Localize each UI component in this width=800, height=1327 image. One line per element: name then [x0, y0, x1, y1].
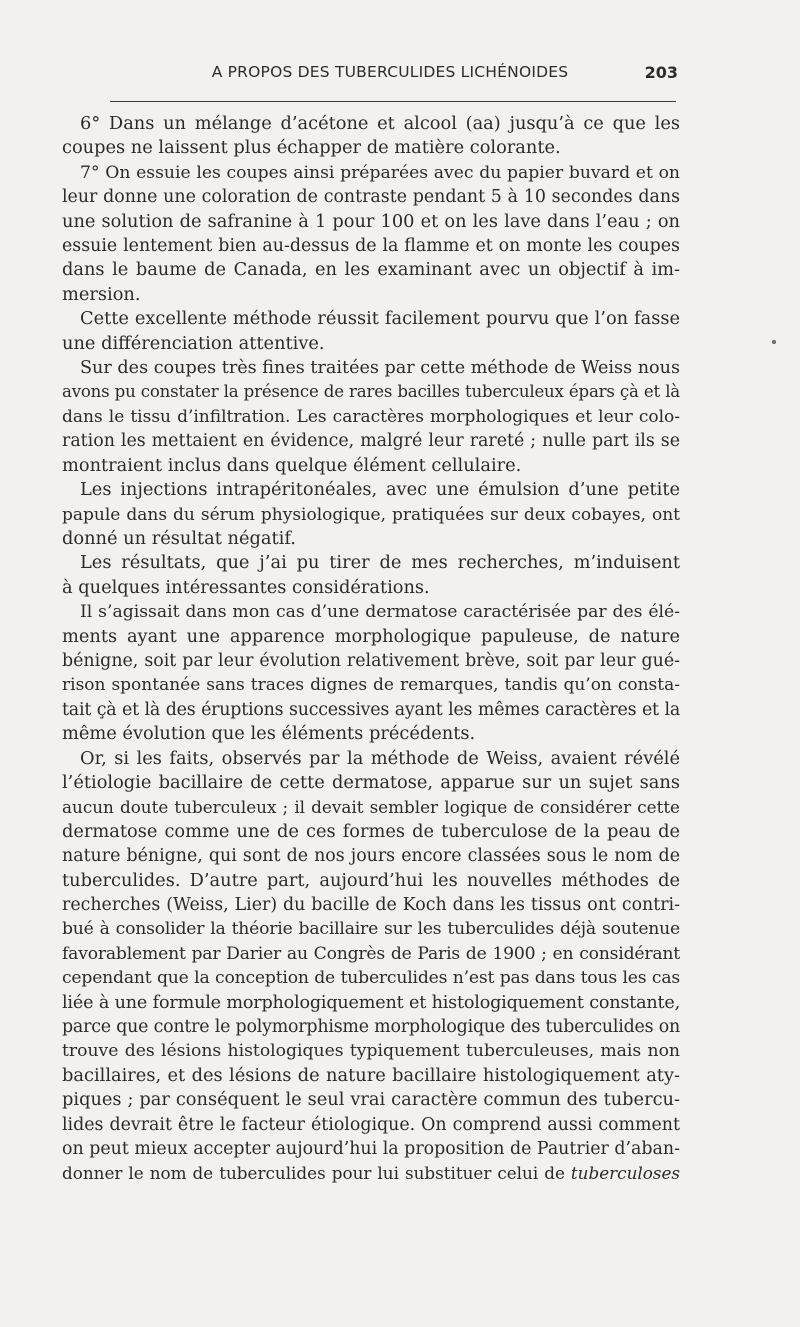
text-line: Sur des coupes très fines traitées par cette méthode de Weiss nous	[80, 358, 680, 379]
italic-term: tuberculoses	[570, 1163, 680, 1184]
text-line: tuberculides. D’autre part, aujourd’hui les nouvelles méthodes de	[62, 869, 680, 891]
text-line: lides devrait être le facteur étiologique. On comprend aussi comment	[62, 1114, 680, 1135]
text-line: Les résultats, que j’ai pu tirer de mes recherches, m’induisent	[80, 552, 680, 574]
paper-speck	[772, 340, 776, 344]
text-line: favorablement par Darier au Congrès de Paris de 1900 ; en considérant	[62, 943, 680, 964]
text-line: ments ayant une apparence morphologique papuleuse, de nature	[62, 625, 680, 647]
text-line: liée à une formule morphologiquement et histologiquement constante,	[62, 992, 680, 1013]
text-line: essuie lentement bien au-dessus de la flamme et on monte les coupes	[62, 236, 680, 257]
text-line: parce que contre le polymorphisme morphologique des tuberculides on	[62, 1017, 680, 1038]
text-line: nature bénigne, qui sont de nos jours encore classées sous le nom de	[62, 846, 680, 867]
text-line: papule dans du sérum physiologique, pratiquées sur deux cobayes, ont	[62, 504, 680, 525]
text-line: Or, si les faits, observés par la méthode de Weiss, avaient révélé	[80, 747, 680, 769]
text-line: une solution de safranine à 1 pour 100 et on les lave dans l’eau ; on	[62, 210, 680, 232]
text-line: dans le tissu d’infiltration. Les caractères morphologiques et leur colo-	[62, 406, 680, 427]
text-line: aucun doute tuberculeux ; il devait sembler logique de considérer cette	[62, 797, 680, 818]
text-line: recherches (Weiss, Lier) du bacille de Koch dans les tissus ont contri-	[62, 895, 680, 915]
header-rule	[110, 101, 676, 102]
text-line: cependant que la conception de tuberculides n’est pas dans tous les cas	[62, 968, 680, 989]
text-line: bué à consolider la théorie bacillaire sur les tuberculides déjà soutenue	[62, 919, 680, 940]
text-line: on peut mieux accepter aujourd’hui la proposition de Pautrier d’aban-	[62, 1139, 680, 1160]
text-line: 6° Dans un mélange d’acétone et alcool (aa) jusqu’à ce que les	[80, 113, 680, 134]
page-number: 203	[644, 63, 678, 82]
text-line: 7° On essuie les coupes ainsi préparées avec du papier buvard et on	[80, 162, 680, 183]
text-line: rison spontanée sans traces dignes de remarques, tandis qu’on consta-	[62, 675, 680, 696]
text-line: mersion.	[62, 283, 141, 305]
text-line: dans le baume de Canada, en les examinant avec un objectif à im-	[62, 259, 680, 281]
text-line: Cette excellente méthode réussit facilement pourvu que l’on fasse	[80, 308, 680, 330]
text-line: coupes ne laissent plus échapper de matière colorante.	[62, 137, 561, 159]
text-line: tait çà et là des éruptions successives ayant les mêmes caractères et la	[62, 699, 680, 720]
text-line: l’étiologie bacillaire de cette dermatose, apparue sur un sujet sans	[62, 771, 680, 793]
text-line: avons pu constater la présence de rares bacilles tuberculeux épars çà et là	[62, 382, 680, 402]
body-text	[62, 112, 680, 1186]
text-line: donné un résultat négatif.	[62, 527, 296, 549]
header-title: A PROPOS DES TUBERCULIDES LICHÉNOIDES	[211, 63, 569, 81]
text-line: bacillaires, et des lésions de nature bacillaire histologiquement aty-	[62, 1064, 680, 1086]
text-line: à quelques intéressantes considérations.	[62, 576, 430, 598]
text-line: montraient inclus dans quelque élément cellulaire.	[62, 454, 522, 476]
text-line: bénigne, soit par leur évolution relativement brève, soit par leur gué-	[62, 650, 680, 671]
text-line: Il s’agissait dans mon cas d’une dermatose caractérisée par des élé-	[80, 602, 680, 623]
text-line-final	[62, 1161, 680, 1185]
text-line: une différenciation attentive.	[62, 332, 325, 354]
text-line: dermatose comme une de ces formes de tuberculose de la peau de	[62, 820, 680, 842]
running-header	[100, 60, 680, 88]
text-line: leur donne une coloration de contraste pendant 5 à 10 secondes dans	[62, 187, 680, 208]
text-line: ration les mettaient en évidence, malgré leur rareté ; nulle part ils se	[62, 431, 680, 452]
text-line: Les injections intrapéritonéales, avec une émulsion d’une petite	[80, 479, 680, 501]
text-line: piques ; par conséquent le seul vrai caractère commun des tubercu-	[62, 1089, 680, 1111]
text-line: même évolution que les éléments précédents.	[62, 723, 476, 745]
text-line: trouve des lésions histologiques typiquement tuberculeuses, mais non	[62, 1041, 680, 1062]
text-line-start: donner le nom de tuberculides pour lui substituer celui de	[62, 1163, 565, 1184]
